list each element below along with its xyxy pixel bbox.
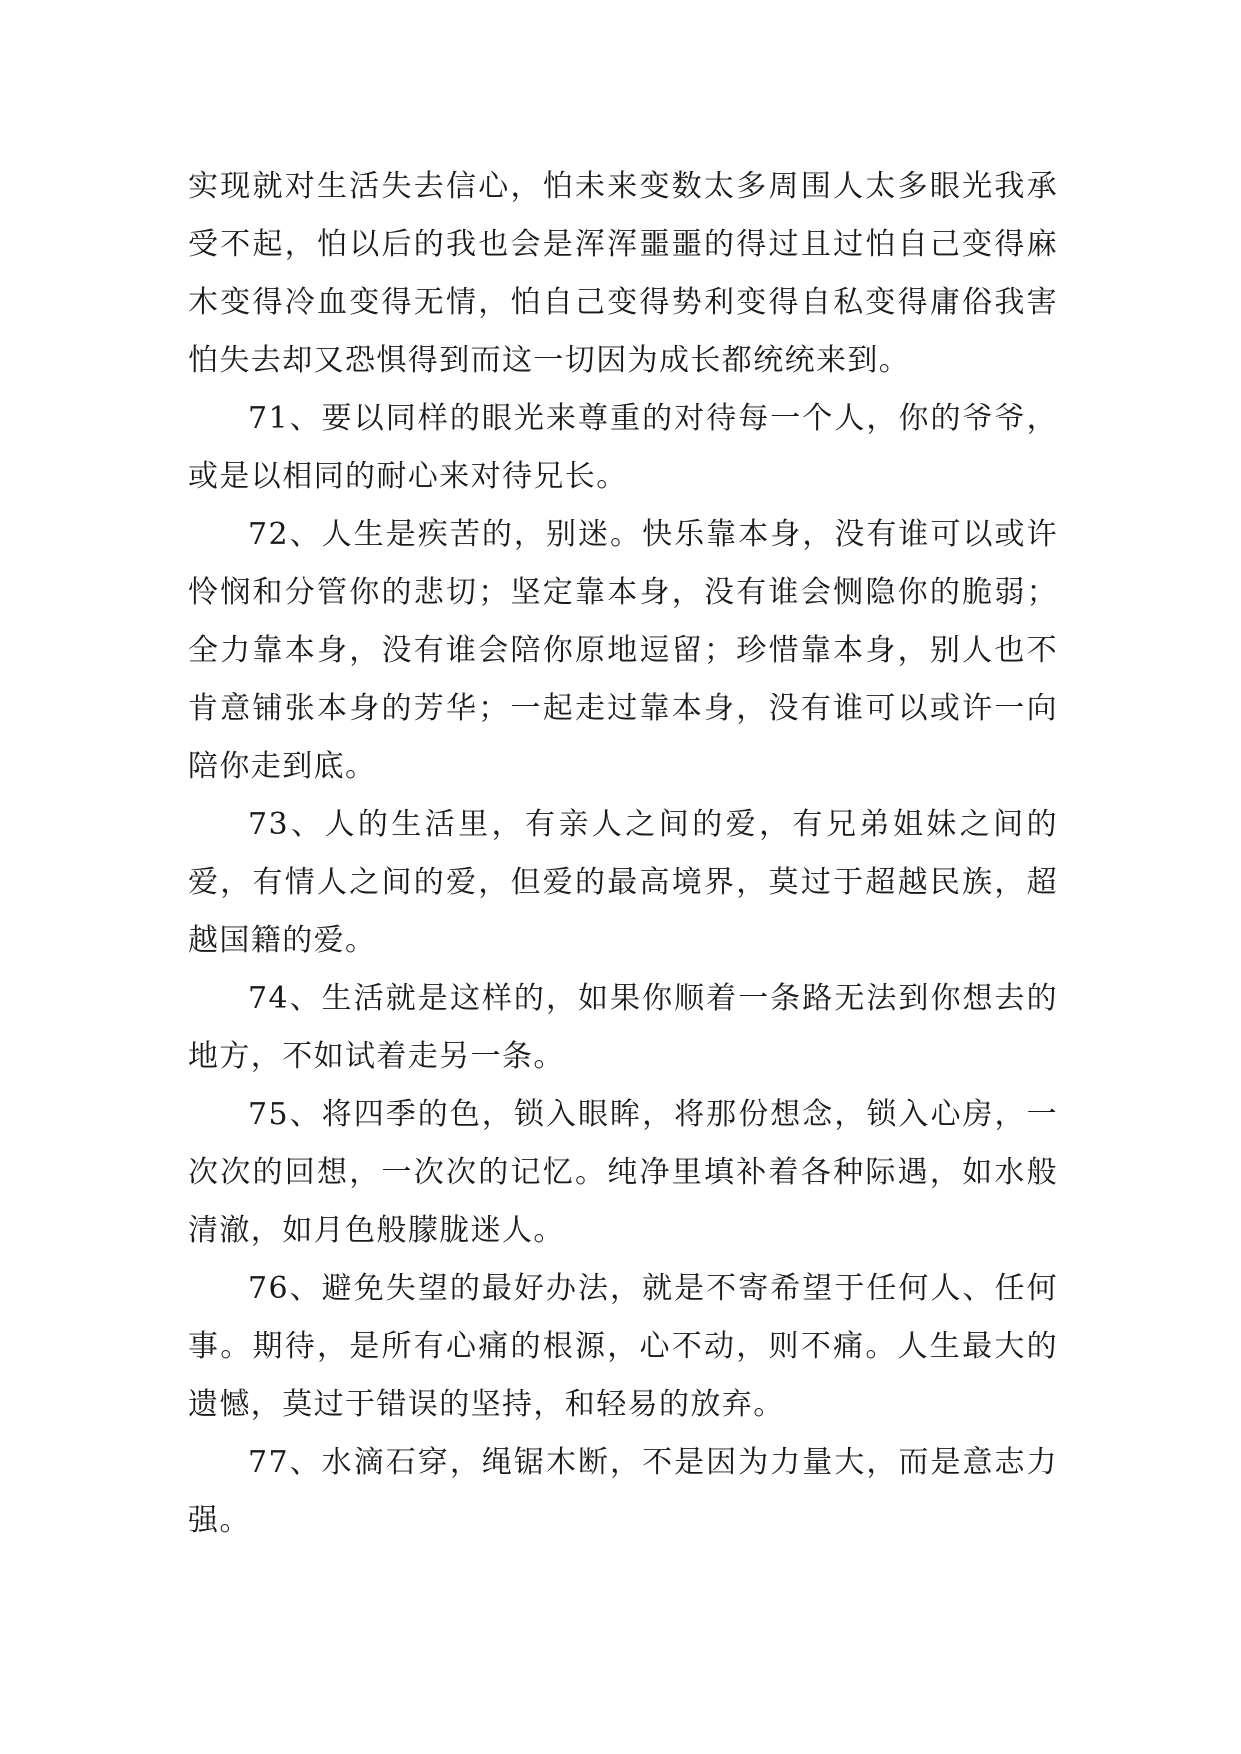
paragraph-71: 71、要以同样的眼光来尊重的对待每一个人，你的爷爷，或是以相同的耐心来对待兄长。 bbox=[188, 401, 1058, 494]
paragraph-continuation: 实现就对生活失去信心，怕未来变数太多周围人太多眼光我承受不起，怕以后的我也会是浑浑噩噩的得过且过怕自己变得麻木变得冷血变得无情，怕自己变得势利变得自私变得庸俗我害怕失去却又恐惧得到而这一切因为成长都统统来到。 bbox=[188, 169, 1058, 378]
paragraph-72: 72、人生是疾苦的，别迷。快乐靠本身，没有谁可以或许怜悯和分管你的悲切；坚定靠本身，没有谁会恻隐你的脆弱；全力靠本身，没有谁会陪你原地逗留；珍惜靠本身，别人也不肯意铺张本身的芳华；一起走过靠本身，没有谁可以或许一向陪你走到底。 bbox=[188, 517, 1058, 784]
paragraph-77: 77、水滴石穿，绳锯木断，不是因为力量大，而是意志力强。 bbox=[188, 1445, 1058, 1538]
paragraph-74: 74、生活就是这样的，如果你顺着一条路无法到你想去的地方，不如试着走另一条。 bbox=[188, 981, 1058, 1074]
document-body bbox=[188, 158, 1058, 1550]
paragraph-76: 76、避免失望的最好办法，就是不寄希望于任何人、任何事。期待，是所有心痛的根源，心不动，则不痛。人生最大的遗憾，莫过于错误的坚持，和轻易的放弃。 bbox=[188, 1271, 1058, 1422]
paragraph-73: 73、人的生活里，有亲人之间的爱，有兄弟姐妹之间的爱，有情人之间的爱，但爱的最高境界，莫过于超越民族，超越国籍的爱。 bbox=[188, 807, 1058, 958]
paragraph-75: 75、将四季的色，锁入眼眸，将那份想念，锁入心房，一次次的回想，一次次的记忆。纯净里填补着各种际遇，如水般清澈，如月色般朦胧迷人。 bbox=[188, 1097, 1058, 1248]
